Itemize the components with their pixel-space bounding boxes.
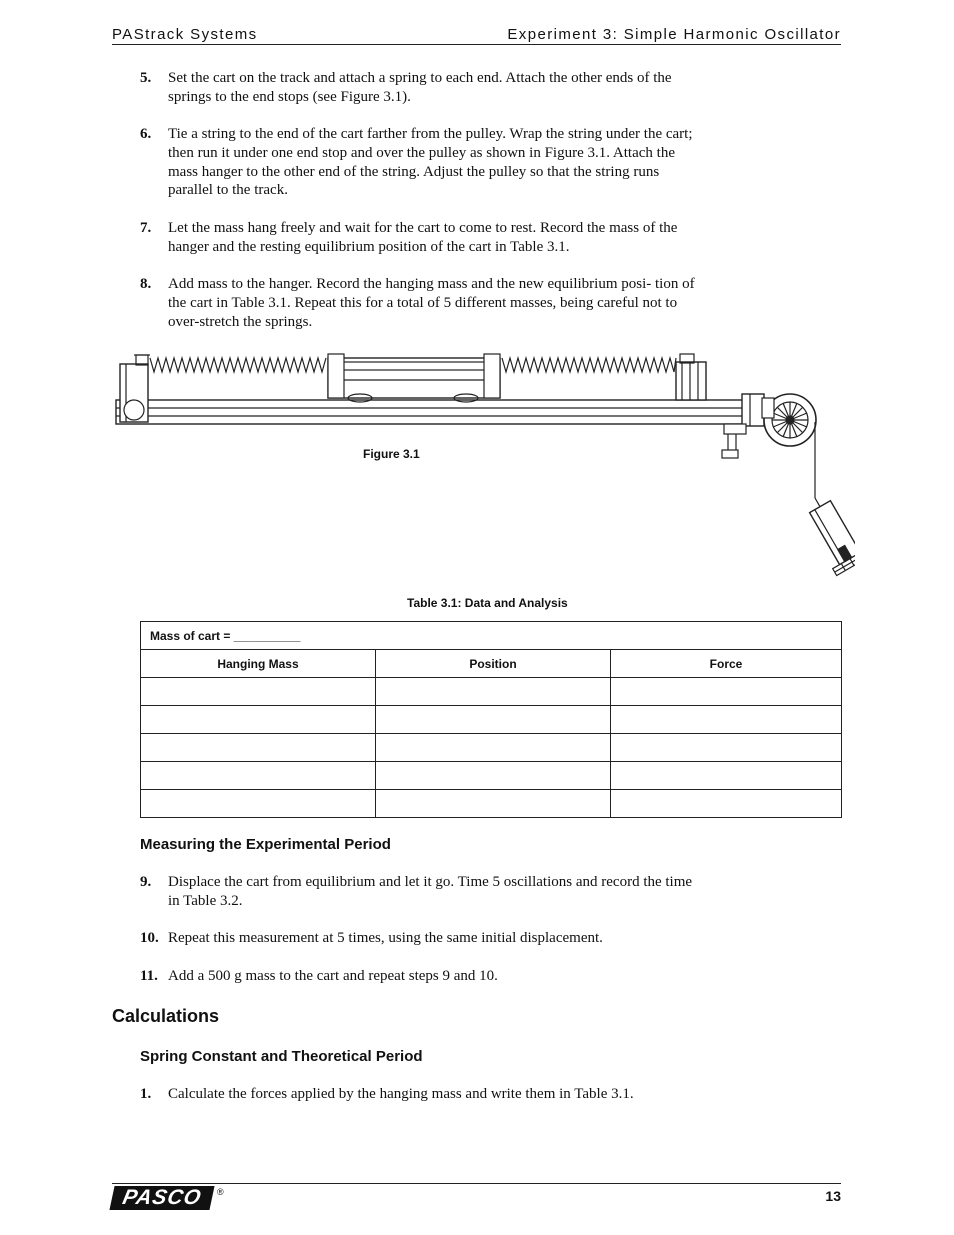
column-header-force: Force: [611, 650, 842, 678]
step-7: [140, 219, 700, 257]
calculations-heading: Calculations: [112, 1006, 220, 1026]
step-number: 1.: [140, 1086, 152, 1102]
step-number: 6.: [140, 126, 152, 142]
table-caption: Table 3.1: Data and Analysis: [407, 596, 568, 610]
step-number: 9.: [140, 874, 152, 890]
section-heading-measuring: Measuring the Experimental Period: [140, 836, 391, 853]
step-text: Displace the cart from equilibrium and let it go. Time 5 oscillations and record the time in Table 3.2.: [168, 874, 693, 909]
spring-constant-heading: Spring Constant and Theoretical Period: [140, 1048, 423, 1065]
table-row: [141, 734, 842, 762]
header-right: Experiment 3: Simple Harmonic Oscillator: [507, 26, 841, 43]
header-rule: [112, 44, 841, 45]
step-10: [140, 929, 700, 948]
step-text: Add a 500 g mass to the cart and repeat steps 9 and 10.: [168, 968, 498, 984]
step-number: 11.: [140, 968, 158, 984]
step-text: Add mass to the hanger. Record the hanging mass and the new equilibrium posi- tion of the cart in Table 3.1. Repeat this for a total of 5 different masses, being careful not to over-stretch the springs.: [168, 276, 695, 330]
footer-rule: [112, 1183, 841, 1184]
table-cell: [611, 734, 842, 762]
table-row: [141, 762, 842, 790]
table-cell: [141, 790, 376, 818]
step-text: Repeat this measurement at 5 times, using the same initial displacement.: [168, 930, 603, 946]
mass-of-cart-field: Mass of cart = __________: [141, 622, 842, 650]
step-6: [140, 125, 700, 200]
table-row: [141, 622, 842, 650]
table-row: [141, 790, 842, 818]
pasco-logo: [112, 1186, 212, 1210]
table-cell: [141, 706, 376, 734]
step-number: 5.: [140, 70, 152, 86]
step-text: Calculate the forces applied by the hanging mass and write them in Table 3.1.: [168, 1086, 634, 1102]
step-text: Set the cart on the track and attach a spring to each end. Attach the other ends of the springs to the end stops (see Figure 3.1).: [168, 70, 672, 105]
track-apparatus-figure: [110, 350, 855, 580]
table-cell: [376, 790, 611, 818]
page-number: 13: [825, 1188, 841, 1204]
table-cell: [376, 706, 611, 734]
step-8: [140, 275, 700, 331]
calc-step-1: [140, 1085, 700, 1104]
step-number: 7.: [140, 220, 152, 236]
logo-text: PASCO: [109, 1186, 214, 1210]
step-text: Tie a string to the end of the cart farther from the pulley. Wrap the string under the cart; then run it under one end stop and over the pulley as shown in Figure 3.1. Attach the mass hanger to the other end of the string. Adjust the pulley so that the string runs parallel to the track.: [168, 126, 693, 199]
column-header-hanging-mass: Hanging Mass: [141, 650, 376, 678]
table-cell: [611, 790, 842, 818]
table-cell: [376, 678, 611, 706]
step-number: 8.: [140, 276, 152, 292]
table-cell: [376, 734, 611, 762]
table-cell: [376, 762, 611, 790]
figure-caption: Figure 3.1: [363, 447, 420, 461]
table-cell: [611, 706, 842, 734]
data-table: [140, 621, 842, 818]
table-cell: [611, 678, 842, 706]
table-cell: [611, 762, 842, 790]
step-5: [140, 69, 700, 107]
step-number: 10.: [140, 930, 159, 946]
step-11: [140, 967, 700, 986]
registered-mark: ®: [217, 1187, 224, 1197]
step-9: [140, 873, 700, 911]
table-cell: [141, 762, 376, 790]
table-cell: [141, 734, 376, 762]
table-row: [141, 678, 842, 706]
table-header-row: [141, 650, 842, 678]
header-left: PAStrack Systems: [112, 26, 258, 43]
table-cell: [141, 678, 376, 706]
table-row: [141, 706, 842, 734]
step-text: Let the mass hang freely and wait for the cart to come to rest. Record the mass of the hanger and the resting equilibrium position of the cart in Table 3.1.: [168, 220, 678, 255]
column-header-position: Position: [376, 650, 611, 678]
